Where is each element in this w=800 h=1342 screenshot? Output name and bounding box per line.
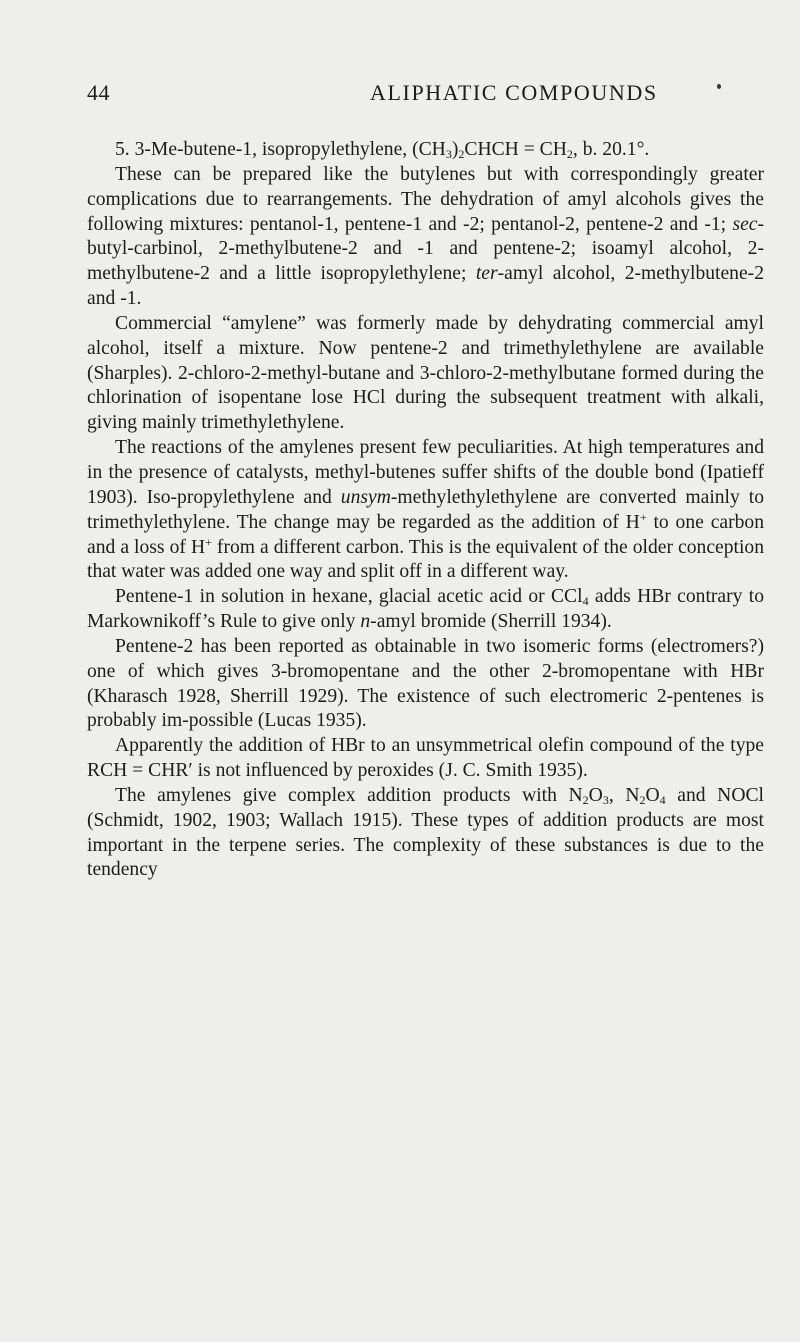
paragraph-2: These can be prepared like the butylenes but with correspondingly greater complications due to rearrangements. The dehydration of amyl alcohols gives the following mixtures: pentanol-1, pentene-1 and -2; pentanol-2, pentene-2 and -1; sec-butyl-carbinol, 2-methylbutene-2 and -1 and pentene-2; isoamyl alcohol, 2-methylbutene-2 and a little isopropylethylene; ter-amyl alcohol, 2-methylbutene-2 and -1. <box>87 163 765 310</box>
page-number: 44 <box>87 80 110 105</box>
paragraph-1: 5. 3-Me-butene-1, isopropylethylene, $(CH_3)_2CHCH = CH_2$, b. 20.1°. <box>115 139 650 161</box>
paragraph-5: Pentene-1 in solution in hexane, glacial acetic acid or CCl$_4$ adds HBr contrary to Markownikoff’s Rule to give only n-amyl bromide (Sherrill 1934). <box>87 586 764 633</box>
body-text <box>87 138 764 883</box>
paragraph-7: Apparently the addition of HBr to an unsymmetrical olefin compound of the type RCH = CHR′ is not influenced by peroxides (J. C. Smith 1935). <box>87 735 764 782</box>
paragraph-8: The amylenes give complex addition products with $N_2O_3$, $N_2O_4$ and NOCl (Schmidt, 1902, 1903; Wallach 1915). These types of addition products are most important in the terpene series. The complexity of these substances is due to the tendency <box>87 784 764 881</box>
running-head <box>87 80 747 114</box>
paragraph-3: Commercial “amylene” was formerly made by dehydrating commercial amyl alcohol, itself a mixture. Now pentene-2 and trimethylethylene are available (Sharples). 2-chloro-2-methyl-butane and 3-chloro-2-methylbutane formed during the chlorination of isopentane lose HCl during the subsequent treatment with alkali, giving mainly trimethylethylene. <box>87 312 764 434</box>
ink-dot-mark <box>717 84 721 89</box>
paragraph-4: The reactions of the amylenes present few peculiarities. At high temperatures and in the presence of catalysts, methyl-butenes suffer shifts of the double bond (Ipatieff 1903). Iso-propylethylene and unsym-methylethylethylene are converted mainly to trimethylethylene. The change may be regarded as the addition of H+ to one carbon and a loss of H+ from a different carbon. This is the equivalent of the older conception that water was added one way and split off in a different way. <box>87 437 764 583</box>
paragraph-6: Pentene-2 has been reported as obtainable in two isomeric forms (electromers?) one of which gives 3-bromopentane and the other 2-bromopentane with HBr (Kharasch 1928, Sherrill 1929). The existence of such electromeric 2-pentenes is probably im-possible (Lucas 1935). <box>87 635 764 732</box>
running-title: ALIPHATIC COMPOUNDS <box>370 80 658 105</box>
